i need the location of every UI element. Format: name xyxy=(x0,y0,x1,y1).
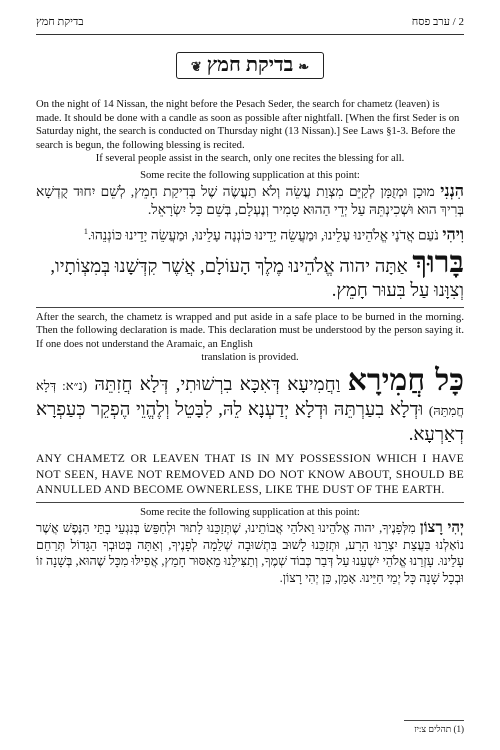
hineni-opening-word: הִנְנִי xyxy=(440,182,465,200)
yehi-ratzon-text: מִלְּפָנֶיךָ, יהוה אֱלֹהֵינוּ וֵאלֹהֵי אֲבוֹתֵינוּ, שֶׁתְּזַכֵּנוּ לָתוּר וּלְחַפֵּשׂ בְּנִגְעֵי בָתֵּי הַנֶּפֶשׁ אֲשֶׁר נוֹאַלְנוּ בַּעֲצַת יִצְרֵנוּ הָרָע, וּתְזַכֵּנוּ לָשׁוּב בִּתְשׁוּבָה שְׁלֵמָה לְפָנֶיךָ, וְאַתָּה בְּטוּבְךָ הַגָּדוֹל תְּרַחֵם עָלֵינוּ. עָזְרֵנוּ אֱלֹהֵי יִשְׁעֵנוּ עַל דְּבַר כְּבוֹד שְׁמֶךָ, וְתַצִּילֵנוּ מֵאִסּוּר חָמֵץ, אֲפִילּוּ מִכָּל שֶׁהוּא, בְּשָׁנָה זוֹ וּבְכָל שָׁנָה כָּל יְמֵי חַיֵּינוּ. אָמֵן, כֵּן יְהִי רָצוֹן. xyxy=(36,520,464,586)
section-title-text: בדיקת חמץ xyxy=(206,54,294,76)
instruction-hineni: Some recite the following supplication at this point: xyxy=(140,169,360,181)
main-content xyxy=(36,98,464,587)
vihi-prayer xyxy=(36,223,464,245)
vihi-opening-word: וִיהִי xyxy=(442,226,464,244)
header-section-title: בדיקת חמץ xyxy=(36,16,84,28)
vihi-text: נֹעַם אֲדֹנָי אֱלֹהֵינוּ עָלֵינוּ, וּמַעֲשֵׂה יָדֵינוּ כּוֹנְנָה עָלֵינוּ, וּמַעֲשֵׂה יָדֵינוּ כּוֹנְנֵהוּ. xyxy=(87,227,439,243)
blessing-opening-word: בָּרוּךְ xyxy=(412,245,464,279)
kol-chamira-alt-version: (נ״א: דְּלָא חֲמִתֵּהּ) xyxy=(36,377,465,418)
footnote: (1) תהלים צ:יז xyxy=(414,724,464,734)
divider xyxy=(36,307,464,308)
yehi-ratzon-prayer xyxy=(36,520,464,587)
section-title-box xyxy=(0,52,500,79)
kol-chamira-declaration xyxy=(36,363,465,447)
intro-paragraph xyxy=(36,98,464,166)
hineni-prayer xyxy=(36,183,464,219)
kol-chamira-text-2: וּדְלָא בִעַרְתֵּהּ וּדְלָא יְדַעְנָא לֵהּ, לִבָּטֵל וְלֶהֱוֵי הֶפְקֵר כְּעַפְרָא דְאַרְעָא. xyxy=(36,399,464,445)
kol-chamira-opening: כָּל חֲמִירָא xyxy=(347,363,465,397)
page-header xyxy=(36,16,464,32)
header-divider xyxy=(36,34,464,35)
hineni-text: מוּכָן וּמְזֻמָּן לְקַיֵּם מִצְוַת עֲשֵׂה וְלֹא תַעֲשֶׂה שֶׁל בְּדִיקַת חָמֵץ, לְשֵׁם יִחוּד קֻדְשָׁא בְּרִיךְ הוּא וּשְׁכִינְתֵּהּ עַל יְדֵי הַהוּא טָמִיר וְנֶעְלָם, בְּשֵׁם כָּל יִשְׂרָאֵל. xyxy=(36,183,464,217)
intro-note: If several people assist in the search, only one recites the blessing for all. xyxy=(95,153,405,165)
kol-chamira-text-1: וַחֲמִיעָא דְּאִכָּא בִרְשׁוּתִי, דְּלָא חֲזִתֵּהּ xyxy=(94,374,341,395)
explanation-text-end: translation is provided. xyxy=(201,352,299,364)
footnote-marker: 1 xyxy=(83,226,88,236)
intro-text: On the night of 14 Nissan, the night before the Pesach Seder, the search for chametz (leaven) is made. It should be done with a candle as soon as possible after nightfall. [When the first Seder is on Saturday night, the search is conducted on Thursday night (13 Nissan).] See Laws §1-3. Before the search is begun, the following blessing is recited. xyxy=(36,99,460,151)
instruction-yehi-ratzon: Some recite the following supplication at this point: xyxy=(140,506,360,518)
footnote-divider xyxy=(404,720,464,721)
english-declaration: ANY CHAMETZ OR LEAVEN THAT IS IN MY POSSESSION WHICH I HAVE NOT SEEN, HAVE NOT REMOVED AND DO NOT KNOW ABOUT, SHOULD BE ANNULLED AND BECOME OWNERLESS, LIKE THE DUST OF THE EARTH. xyxy=(36,451,464,497)
header-page-number: 2 / ערב פסח xyxy=(411,16,464,28)
ornament-right-icon: ❧ xyxy=(298,59,310,74)
explanation-text: After the search, the chametz is wrapped and put aside in a safe place to be burned in the morning. Then the following declaration is made. This declaration must be understood by the person saying it. If one does not understand the Aramaic, an English xyxy=(36,311,464,350)
yehi-ratzon-opening: יְהִי רָצוֹן xyxy=(419,519,464,536)
section-title xyxy=(176,52,324,79)
blessing xyxy=(36,245,464,303)
ornament-left-icon: ❦ xyxy=(190,59,202,74)
blessing-text: אַתָּה יהוה אֱלֹהֵינוּ מֶלֶךְ הָעוֹלָם, אֲשֶׁר קִדְּשָׁנוּ בְּמִצְוֹתָיו, וְצִוָּנוּ עַל בִּעוּר חָמֵץ. xyxy=(50,256,464,301)
divider xyxy=(36,502,464,503)
explanation-paragraph xyxy=(36,311,464,365)
